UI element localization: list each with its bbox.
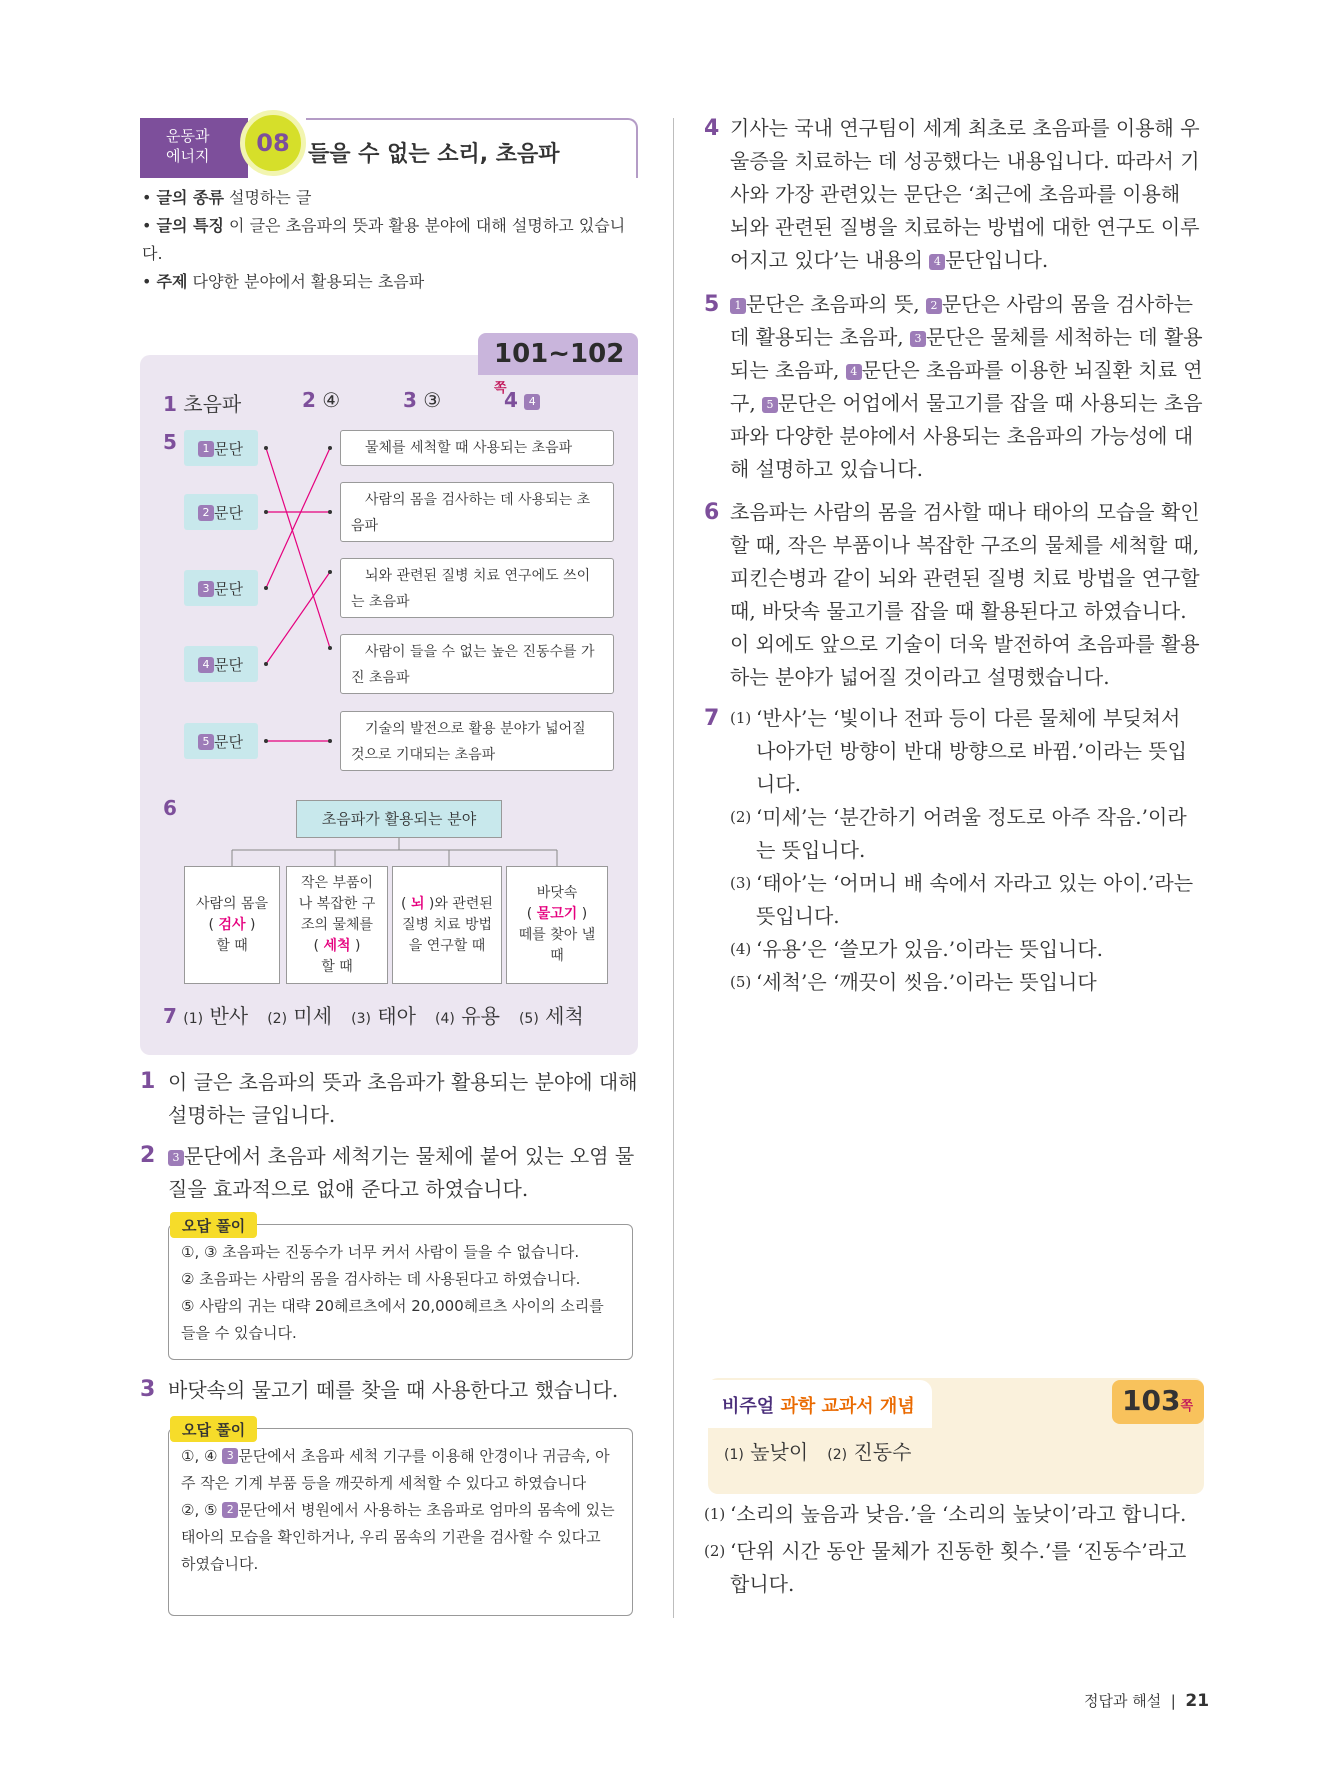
panel-answer-7: 7 (1) 반사 (2) 미세 (3) 태아 (4) 유용 (5) 세척 [163,1004,584,1028]
description-box-1: 물체를 세척할 때 사용되는 초음파 [340,430,614,466]
use-field-heading: 초음파가 활용되는 분야 [296,800,502,838]
answer-7-number: 7 [704,706,720,731]
answer-6-number: 6 [704,500,720,525]
visual-answers: (1) 높낮이 (2) 진동수 [724,1440,912,1464]
answer-3-wrong-label: 오답 풀이 [170,1416,257,1442]
answer-7-list: (1) ‘반사’는 ‘빛이나 전파 등이 다른 물체에 부딪쳐서 나아가던 방향이 반대 방향으로 바뀜.’이라는 뜻입니다. (2) ‘미세’는 ‘분간하기 어려울 정도로 아주 작음.’이라는 뜻입니다. (3) ‘태아’는 ‘어머니 배 속에서 자라고 있는 아이.’라는 뜻입니다. (4) ‘유용’은 ‘쓸모가 있음.’이라는 뜻입니다. (5) ‘세척’은 ‘깨끗이 씻음.’이라는 뜻입니다 [730,706,1194,994]
answer-5-number: 5 [704,292,720,317]
description-box-3: 뇌와 관련된 질병 치료 연구에도 쓰이는 초음파 [340,558,614,618]
paragraph-box-1: 1 문단 [184,430,258,466]
meta-feature: • 글의 특징 이 글은 초음파의 뜻과 활용 분야에 대해 설명하고 있습니다. [142,216,626,263]
panel-answer-5-label: 5 [163,430,177,454]
paragraph-box-3: 3 문단 [184,570,258,606]
answer-3-text: 바닷속의 물고기 떼를 찾을 때 사용한다고 했습니다. [168,1378,619,1402]
paragraph-box-4: 4 문단 [184,646,258,682]
description-box-5: 기술의 발전으로 활용 분야가 넓어질 것으로 기대되는 초음파 [340,711,614,771]
use-field-3: ( 뇌 )와 관련된 질병 치료 방법을 연구할 때 [392,866,502,984]
use-field-2: 작은 부품이 나 복잡한 구 조의 물체를 ( 세척 ) 할 때 [286,866,388,984]
answer-5-text: 1 문단은 초음파의 뜻, 2 문단은 사람의 몸을 검사하는 데 활용되는 초음파, 3 문단은 물체를 세척하는 데 활용되는 초음파, 4 문단은 초음파를 이용한 뇌질환 치료 연구, 5 문단은 어업에서 물고기를 잡을 때 사용되는 초음파와 다양한 분야에서 사용되는 초음파의 가능성에 대해 설명하고 있습니다. [730,292,1203,481]
visual-page-tag: 103쪽 [1112,1380,1204,1424]
panel-answer-4: 4 4 [504,388,540,412]
answer-2-text: 3 문단에서 초음파 세척기는 물체에 붙어 있는 오염 물질을 효과적으로 없애 준다고 하였습니다. [168,1144,635,1201]
answer-3-wrong-explanation: ①, ④ 3 문단에서 초음파 세척 기구를 이용해 안경이나 귀금속, 아주 작은 기계 부품 등을 깨끗하게 세척할 수 있다고 하였습니다 ②, ⑤ 2 문단에서 병원에서 사용하는 초음파로 엄마의 몸속에 있는 태아의 모습을 확인하거나, 우리 몸속의 기관을 검사할 수 있다고 하였습니다. [168,1428,633,1616]
panel-answer-6-label: 6 [163,796,177,820]
answer-2-number: 2 [140,1143,156,1168]
column-divider [673,118,674,1618]
description-box-4: 사람이 들을 수 없는 높은 진동수를 가진 초음파 [340,634,614,694]
meta-theme: • 주제 다양한 분야에서 활용되는 초음파 [142,272,425,291]
answer-3-number: 3 [140,1377,156,1402]
match-line-3-1 [266,448,330,588]
unit-category: 운동과 에너지 [140,118,248,178]
answer-4-text: 기사는 국내 연구팀이 세계 최초로 초음파를 이용해 우울증을 치료하는 데 성공했다는 내용입니다. 따라서 기사와 가장 관련있는 문단은 ‘최근에 초음파를 이용해 뇌와 관련된 질병을 치료하는 방법에 대한 연구도 이루어지고 있다’는 내용의 4 문단입니다. [730,116,1200,272]
answer-6-text: 초음파는 사람의 몸을 검사할 때나 태아의 모습을 확인할 때, 작은 부품이나 복잡한 구조의 물체를 세척할 때, 피킨슨병과 같이 뇌와 관련된 질병 치료 방법을 연구할 때, 바닷속 물고기를 잡을 때 활용된다고 하였습니다. 이 외에도 앞으로 기술이 더욱 발전하여 초음파를 활용하는 분야가 넓어질 것이라고 설명했습니다. [730,500,1200,689]
answer-2-wrong-label: 오답 풀이 [170,1212,257,1238]
unit-title: 들을 수 없는 소리, 초음파 [306,118,638,178]
answer-2-wrong-explanation: ①, ③ 초음파는 진동수가 너무 커서 사람이 들을 수 없습니다. ② 초음파는 사람의 몸을 검사하는 데 사용된다고 하였습니다. ⑤ 사람의 귀는 대략 20헤르츠에서 20,000헤르츠 사이의 소리를 들을 수 있습니다. [168,1224,633,1360]
answer-1-number: 1 [140,1069,156,1094]
unit-number-badge: 08 [240,110,306,176]
use-field-4: 바닷속 ( 물고기 ) 떼를 찾아 낼 때 [506,866,608,984]
paragraph-box-2: 2 문단 [184,494,258,530]
panel-answer-2: 2 ④ [302,388,341,412]
use-field-1: 사람의 몸을 ( 검사 ) 할 때 [184,866,280,984]
visual-explanations: (1) ‘소리의 높음과 낮음.’을 ‘소리의 높낮이’라고 합니다. (2) ‘단위 시간 동안 물체가 진동한 횟수.’를 ‘진동수’라고 합니다. [704,1502,1187,1596]
paragraph-box-5: 5 문단 [184,723,258,759]
panel-answer-3: 3 ③ [403,388,442,412]
answer-1-text: 이 글은 초음파의 뜻과 초음파가 활용되는 분야에 대해 설명하는 글입니다. [168,1070,638,1127]
meta-kind: • 글의 종류 설명하는 글 [142,188,312,207]
page-footer: 정답과 해설 | 21 [1084,1691,1210,1711]
description-box-2: 사람의 몸을 검사하는 데 사용되는 초음파 [340,482,614,542]
visual-concept-title: 비주얼 과학 교과서 개념 [722,1396,915,1417]
answer-4-number: 4 [704,116,720,141]
panel-answer-1: 1 초음파 [163,392,242,416]
page-range-tag: 101~102 쪽 [478,333,638,375]
